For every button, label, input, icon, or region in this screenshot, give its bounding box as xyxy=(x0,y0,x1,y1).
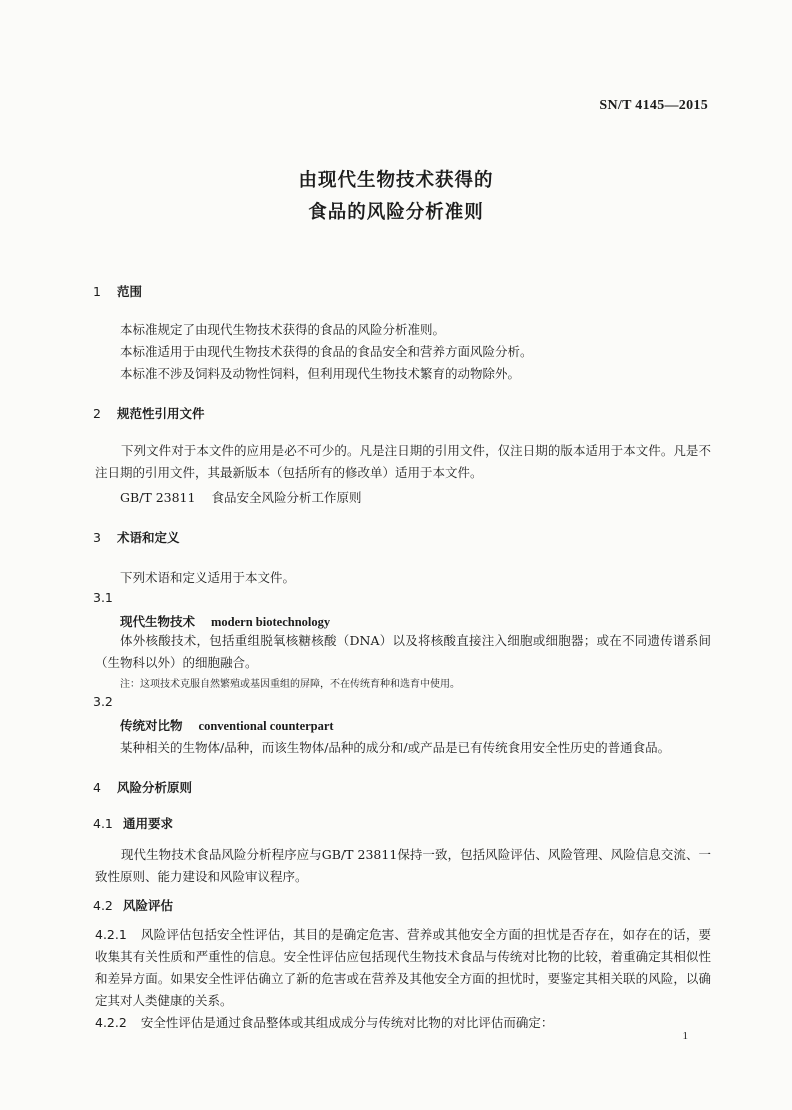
clause-number: 4.2.2 xyxy=(95,1015,127,1030)
section-number: 4 xyxy=(93,780,101,795)
general-requirements-paragraph: 现代生物技术食品风险分析程序应与GB/T 23811保持一致，包括风险评估、风险管理、风险信息交流、一致性原则、能力建设和风险审议程序。 xyxy=(95,847,711,884)
section-title: 风险评估 xyxy=(123,898,174,913)
clause-4-2-1 xyxy=(95,924,711,1012)
reference-title: 食品安全风险分析工作原则 xyxy=(211,490,362,505)
term-zh: 传统对比物 xyxy=(120,718,183,733)
section-title: 范围 xyxy=(117,284,143,299)
section-number: 2 xyxy=(93,406,101,421)
section-3-heading xyxy=(93,528,180,546)
clause-text: 风险评估包括安全性评估，其目的是确定危害、营养或其他安全方面的担忧是否存在，如存在的话，要收集其有关性质和严重性的信息。安全性评估应包括现代生物技术食品与传统对比物的比较，着重确定其相似性和差异方面。如果安全性评估确立了新的危害或在营养及其他安全方面的担忧时，要鉴定其相关联的风险，以确定其对人类健康的关系。 xyxy=(95,927,711,1008)
section-number: 3 xyxy=(93,530,101,545)
clause-4-2-2 xyxy=(95,1012,711,1034)
clause-number: 4.2.1 xyxy=(95,927,127,942)
term-en: modern biotechnology xyxy=(211,615,331,629)
section-1-heading xyxy=(93,282,142,300)
term-3-2-number: 3.2 xyxy=(93,694,113,709)
document-title-line1: 由现代生物技术获得的 xyxy=(298,170,494,191)
document-title-line2: 食品的风险分析准则 xyxy=(308,202,484,223)
term-3-1-number: 3.1 xyxy=(93,590,113,605)
terms-intro: 下列术语和定义适用于本文件。 xyxy=(120,570,296,585)
term-3-2 xyxy=(120,716,334,734)
section-2-heading xyxy=(93,404,205,422)
normative-ref-paragraph: 下列文件对于本文件的应用是必不可少的。凡是注日期的引用文件，仅注日期的版本适用于本文件。凡是不注日期的引用文件，其最新版本（包括所有的修改单）适用于本文件。 xyxy=(95,443,711,480)
term-en: conventional counterpart xyxy=(198,719,334,733)
section-number: 4.1 xyxy=(93,816,113,831)
scope-line-1: 本标准规定了由现代生物技术获得的食品的风险分析准则。 xyxy=(120,322,446,337)
term-3-1-definition: 体外核酸技术，包括重组脱氧核糖核酸（DNA）以及将核酸直接注入细胞或细胞器；或在不同遗传谱系间（生物科以外）的细胞融合。 xyxy=(95,633,711,670)
clause-text: 安全性评估是通过食品整体或其组成成分与传统对比物的对比评估而确定： xyxy=(140,1015,554,1030)
scope-line-3: 本标准不涉及饲料及动物性饲料，但利用现代生物技术繁育的动物除外。 xyxy=(120,366,521,381)
subsection-4-1-heading xyxy=(93,814,173,832)
section-number: 4.2 xyxy=(93,898,113,913)
term-3-2-definition: 某种相关的生物体/品种，而该生物体/品种的成分和/或产品是已有传统食用安全性历史的普通食品。 xyxy=(120,740,671,755)
term-zh: 现代生物技术 xyxy=(120,614,196,629)
section-title: 规范性引用文件 xyxy=(117,406,205,421)
section-4-heading xyxy=(93,778,192,796)
page-number: 1 xyxy=(682,1030,688,1042)
section-title: 风险分析原则 xyxy=(117,780,193,795)
section-number: 1 xyxy=(93,284,101,299)
reference-entry xyxy=(120,488,361,506)
reference-code: GB/T 23811 xyxy=(120,490,196,505)
standard-code: SN/T 4145—2015 xyxy=(599,98,708,113)
term-3-1-note: 注：这项技术克服自然繁殖或基因重组的屏障，不在传统育种和选育中使用。 xyxy=(120,679,460,690)
scope-line-2: 本标准适用于由现代生物技术获得的食品的食品安全和营养方面风险分析。 xyxy=(120,344,533,359)
section-title: 通用要求 xyxy=(123,816,174,831)
term-3-1 xyxy=(120,612,330,630)
subsection-4-2-heading xyxy=(93,896,173,914)
section-title: 术语和定义 xyxy=(117,530,180,545)
